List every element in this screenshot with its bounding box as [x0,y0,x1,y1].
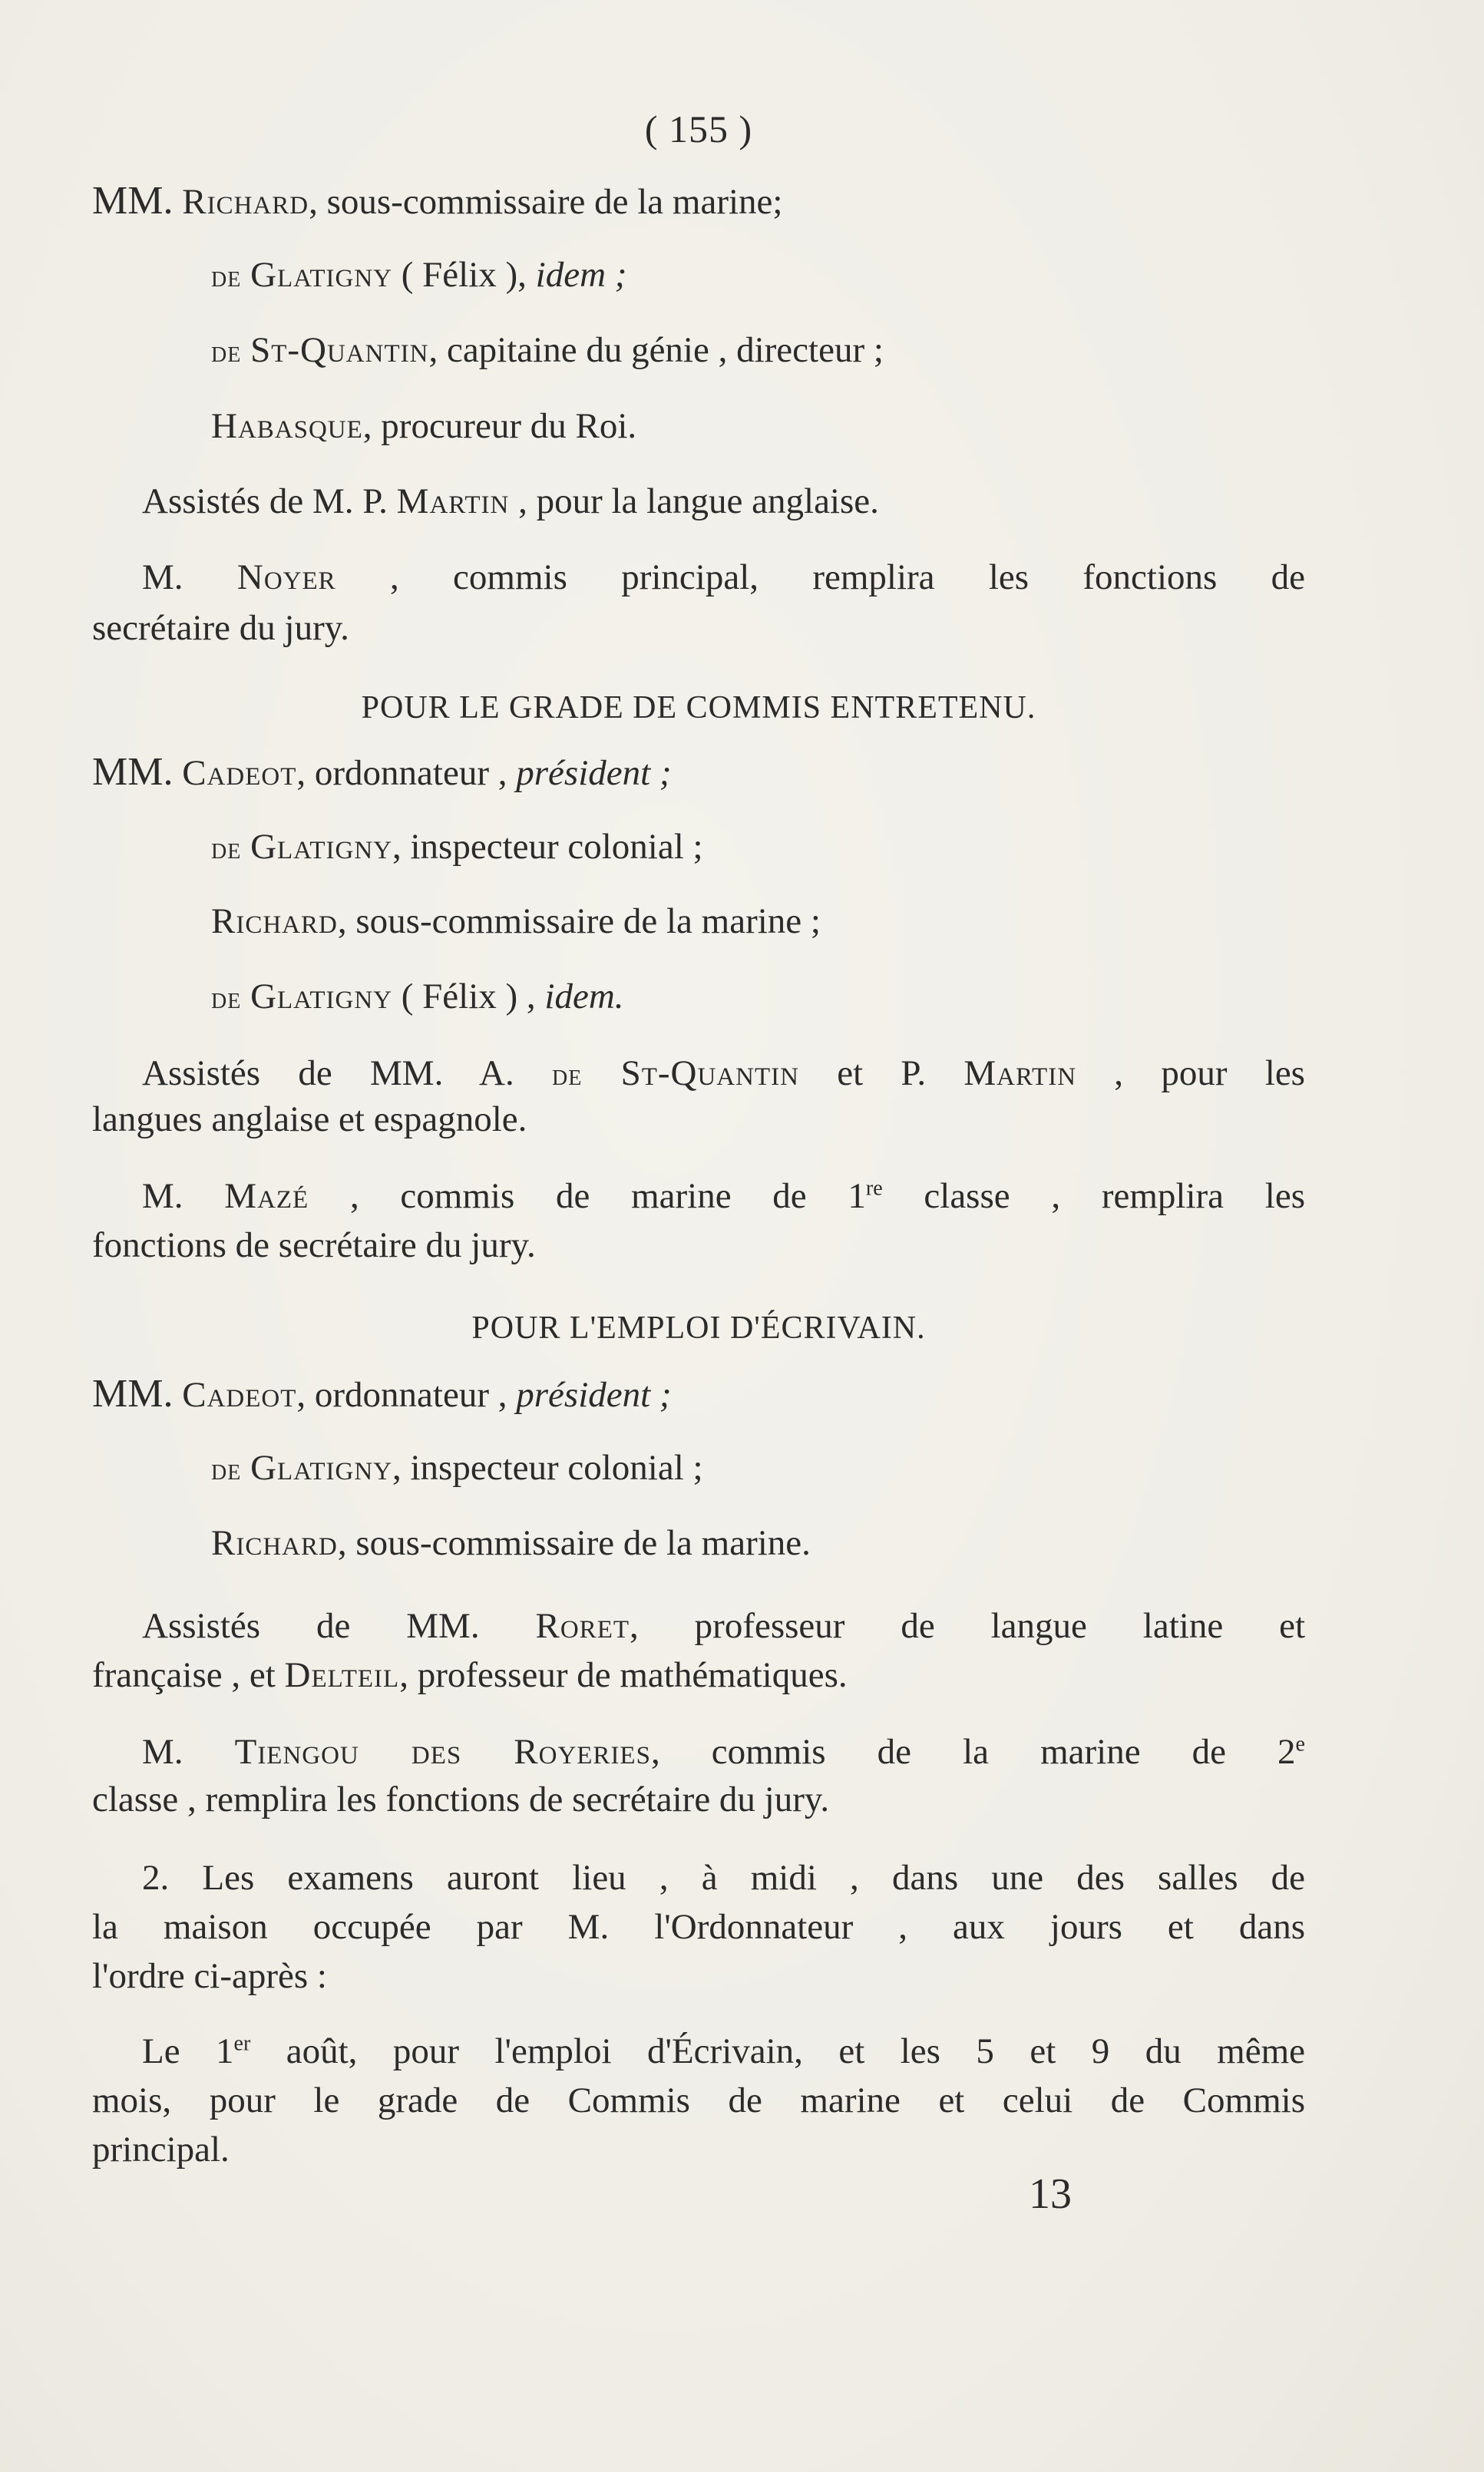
section-heading-commis: POUR LE GRADE DE COMMIS ENTRETENU. [361,690,1036,725]
assistants-line-3b: française , et Delteil, professeur de mathématiques. [92,1655,848,1695]
article-2-line-3: l'ordre ci-après : [92,1956,327,1996]
secretary-line-2: secrétaire du jury. [92,608,349,648]
article-2-line-4: Le 1er août, pour l'emploi d'Écrivain, et les 5 et 9 du même [142,2031,1305,2071]
secretary-line-3b: fonctions de secrétaire du jury. [92,1225,536,1265]
jury-member-glatigny-2: de Glatigny, inspecteur colonial ; [211,1448,703,1488]
signature-mark: 13 [1029,2170,1072,2218]
article-2-line-1: 2. Les examens auront lieu , à midi , dans une des salles de [142,1858,1305,1898]
assistants-line-2b: langues anglaise et espagnole. [92,1099,527,1139]
secretary-line-3a: M. Mazé , commis de marine de 1re classe , remplira les [142,1176,1305,1216]
jury-member-richard: MM. Richard, sous-commissaire de la marine; [92,179,783,223]
article-2-line-6: principal. [92,2130,230,2170]
jury-member-glatigny: de Glatigny, inspecteur colonial ; [211,827,703,867]
jury-member-st-quantin: de St-Quantin, capitaine du génie , directeur ; [211,330,884,370]
jury-member-richard-3: Richard, sous-commissaire de la marine. [211,1523,811,1563]
secretary-line-1: M. Noyer , commis principal, remplira les fonctions de [142,557,1306,597]
assistants-line-2a: Assistés de MM. A. de St-Quantin et P. Martin , pour les [142,1053,1305,1093]
jury-member-glatigny-felix-2: de Glatigny ( Félix ) , idem. [211,977,624,1016]
jury-member-cadeot-2: MM. Cadeot, ordonnateur , président ; [92,1372,672,1416]
assistants-line-3a: Assistés de MM. Roret, professeur de langue latine et [142,1606,1305,1646]
jury-member-habasque: Habasque, procureur du Roi. [211,406,637,446]
article-2-line-2: la maison occupée par M. l'Ordonnateur , aux jours et dans [92,1907,1305,1947]
secretary-line-4a: M. Tiengou des Royeries, commis de la marine de 2e [142,1732,1305,1772]
assistants-line: Assistés de M. P. Martin , pour la langue anglaise. [142,481,879,521]
jury-member-glatigny-felix: de Glatigny ( Félix ), idem ; [211,255,627,295]
page-number: ( 155 ) [644,107,753,150]
jury-member-cadeot: MM. Cadeot, ordonnateur , président ; [92,750,672,794]
secretary-line-4b: classe , remplira les fonctions de secrétaire du jury. [92,1780,830,1819]
section-heading-ecrivain: POUR L'EMPLOI D'ÉCRIVAIN. [471,1310,926,1346]
jury-member-richard-2: Richard, sous-commissaire de la marine ; [211,901,821,941]
article-2-line-5: mois, pour le grade de Commis de marine et celui de Commis [92,2080,1305,2120]
